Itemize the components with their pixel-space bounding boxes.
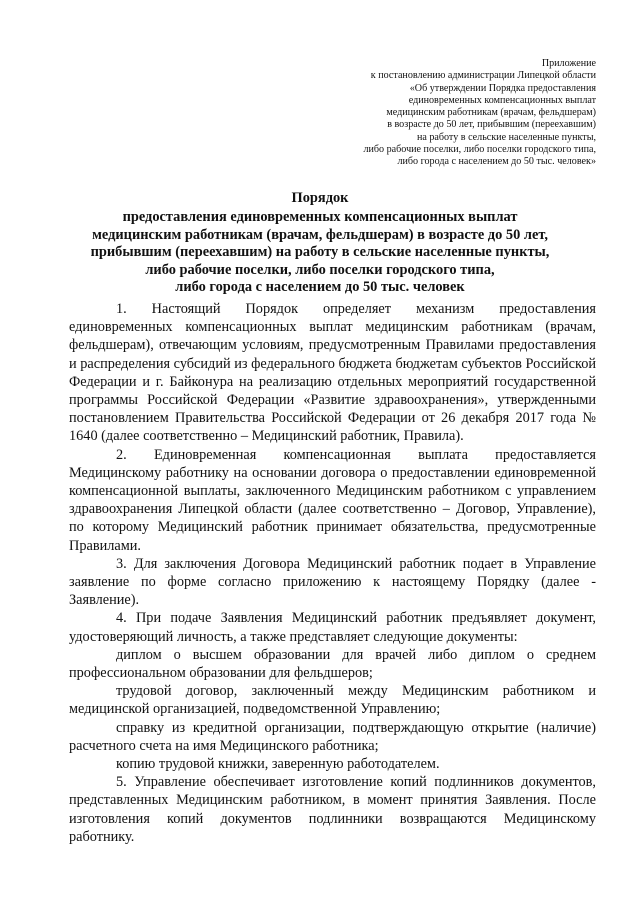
annex-line: к постановлению администрации Липецкой области xyxy=(370,70,596,82)
title-line: предоставления единовременных компенсационных выплат xyxy=(122,209,518,226)
document-title xyxy=(40,190,600,296)
list-item-bank-certificate: справку из кредитной организации, подтверждающую открытие (наличие) расчетного счета на имя Медицинского работника; xyxy=(69,719,596,754)
title-line: медицинским работникам (врачам, фельдшерам) в возрасте до 50 лет, xyxy=(92,226,548,243)
paragraph-1: 1. Настоящий Порядок определяет механизм предоставления единовременных компенсационных выплат медицинским работникам (врачам, фельдшерам), отвечающим условиям, предусмотренным Правилами предоставления и распределения субсидий из федерального бюджета бюджетам субъектов Российской Федерации и г. Байконура на реализацию отдельных мероприятий государственной программы Российской Федерации «Развитие здравоохранения», утвержденными постановлением Правительства Российской Федерации от 26 декабря 2017 года № 1640 (далее соответственно – Медицинский работник, Правила). xyxy=(69,301,596,445)
title-line: прибывшим (переехавшим) на работу в сельские населенные пункты, xyxy=(90,244,550,261)
annex-line: «Об утверждении Порядка предоставления xyxy=(409,82,596,94)
annex-line: либо рабочие поселки, либо поселки городского типа, xyxy=(363,144,596,156)
annex-line: на работу в сельские населенные пункты, xyxy=(416,131,596,143)
paragraph-2: 2. Единовременная компенсационная выплата предоставляется Медицинскому работнику на основании договора о предоставлении единовременной компенсационной выплаты, заключенного Медицинским работником с управлением здравоохранения Липецкой области (далее соответственно – Договор, Управление), по которому Медицинский работник принимает обязательства, предусмотренные Правилами. xyxy=(69,446,596,554)
annex-line: Приложение xyxy=(541,58,596,69)
document-body xyxy=(69,300,596,846)
title-main: Порядок xyxy=(291,190,349,206)
paragraph-4: 4. При подаче Заявления Медицинский работник предъявляет документ, удостоверяющий личность, а также представляет следующие документы: xyxy=(69,610,596,645)
title-line: либо рабочие поселки, либо поселки городского типа, xyxy=(145,261,495,278)
annex-line: либо города с населением до 50 тыс. человек» xyxy=(397,156,596,168)
paragraph-3: 3. Для заключения Договора Медицинский работник подает в Управление заявление по форме согласно приложению к настоящему Порядку (далее - Заявление). xyxy=(69,555,596,609)
list-item-diploma: диплом о высшем образовании для врачей либо диплом о среднем профессиональном образовании для фельдшеров; xyxy=(69,646,596,682)
annex-line: единовременных компенсационных выплат xyxy=(408,94,596,106)
title-line: либо города с населением до 50 тыс. человек xyxy=(175,279,465,296)
annex-line: медицинским работникам (врачам, фельдшерам) xyxy=(386,107,596,119)
list-item-work-book: копию трудовой книжки, заверенную работодателем. xyxy=(116,756,440,773)
paragraph-5: 5. Управление обеспечивает изготовление копий подлинников документов, представленных Медицинским работником, в момент принятия Заявления. После изготовления копий документов подлинники возвращаются Медицинскому работнику. xyxy=(69,774,596,845)
list-item-labor-contract: трудовой договор, заключенный между Медицинским работником и медицинской организацией, подведомственной Управлению; xyxy=(69,683,596,718)
annex-line: в возрасте до 50 лет, прибывшим (переехавшим) xyxy=(387,119,596,131)
annex-header xyxy=(296,58,596,169)
